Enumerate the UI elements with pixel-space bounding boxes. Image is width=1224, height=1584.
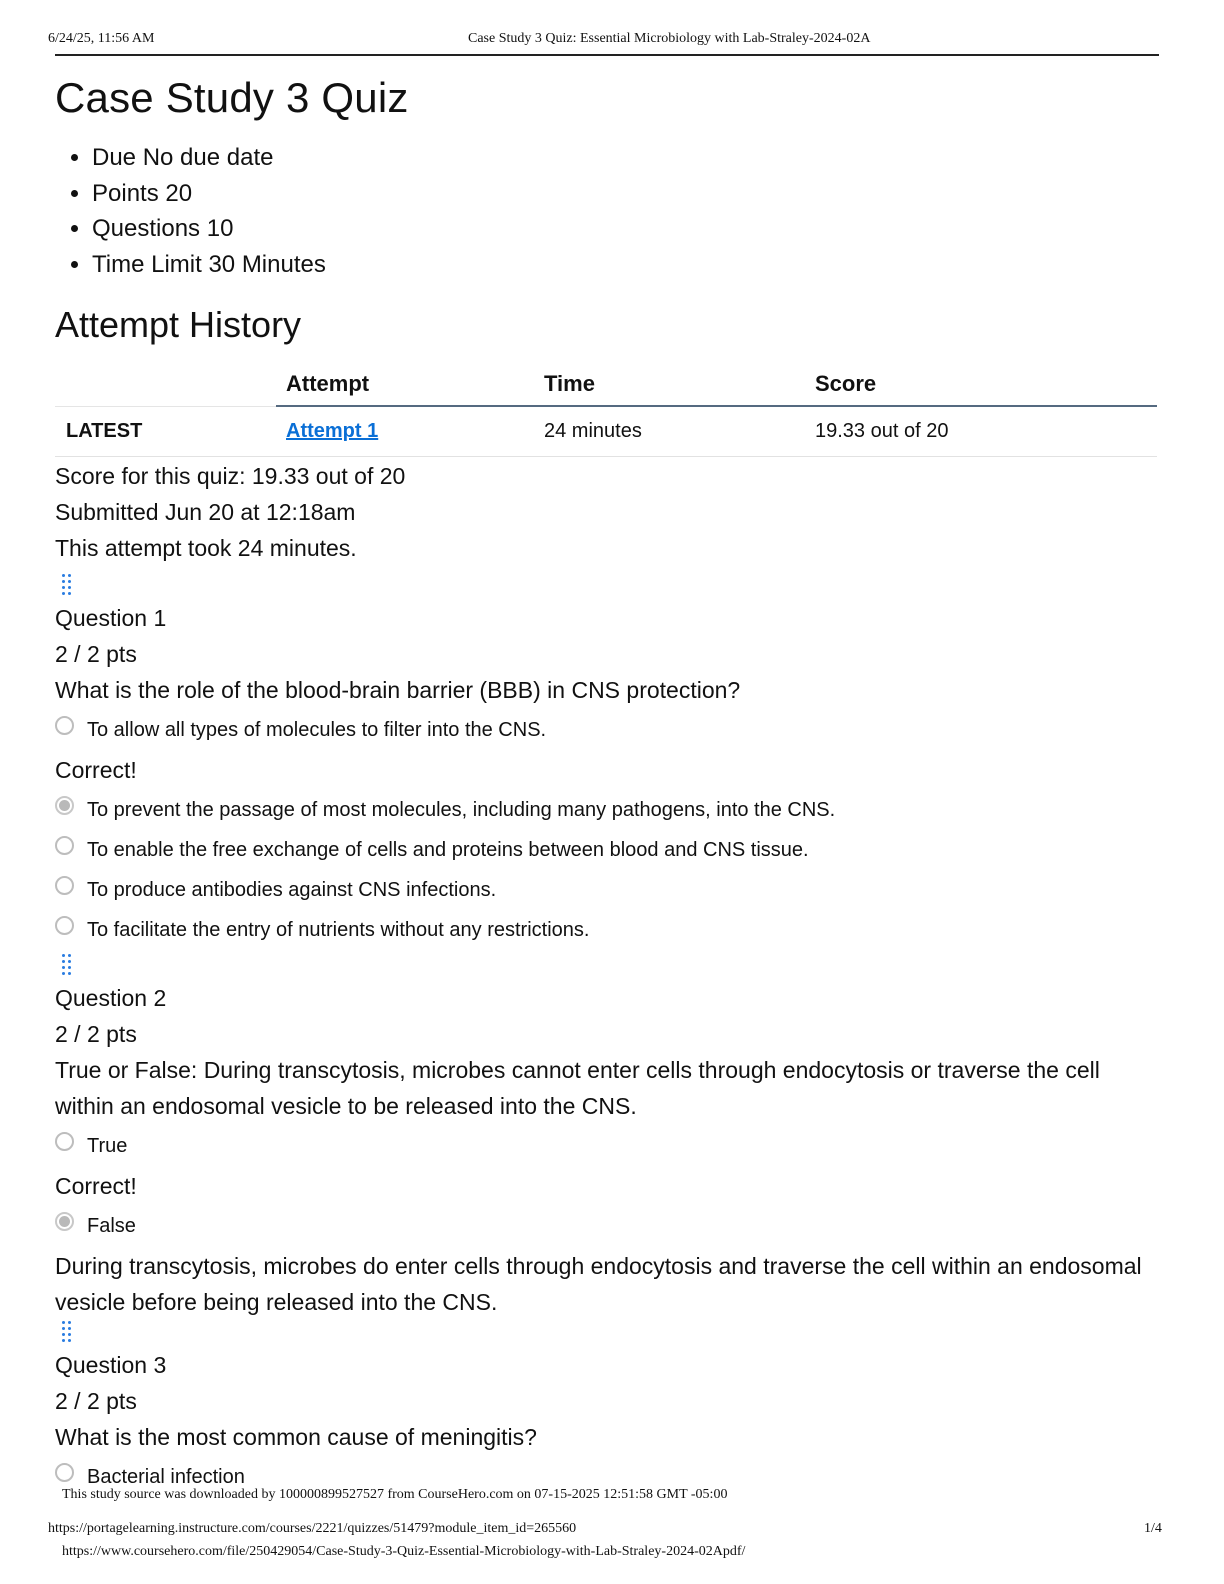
question-title: Question 3 xyxy=(55,1352,167,1378)
meta-time-limit: • Time Limit 30 Minutes xyxy=(92,247,326,283)
submitted-time: Submitted Jun 20 at 12:18am xyxy=(55,499,356,525)
header-attempt: Attempt xyxy=(276,362,534,406)
answer-option[interactable] xyxy=(55,912,1159,952)
latest-badge: LATEST xyxy=(55,406,276,456)
meta-points: • Points 20 xyxy=(92,176,326,212)
meta-due: • Due No due date xyxy=(92,140,326,176)
print-header xyxy=(48,31,1160,55)
answer-option[interactable] xyxy=(55,1128,1159,1168)
answer-option[interactable] xyxy=(55,832,1159,872)
question-title: Question 1 xyxy=(55,605,167,631)
header-empty xyxy=(55,362,276,406)
answer-option-selected[interactable] xyxy=(55,1208,1159,1248)
quiz-meta-list xyxy=(92,140,326,282)
attempt-time: 24 minutes xyxy=(534,406,805,456)
header-time: Time xyxy=(534,362,805,406)
drag-handle-icon[interactable] xyxy=(60,1319,74,1343)
coursehero-url: https://www.coursehero.com/file/250429054/Case-Study-3-Quiz-Essential-Microbiology-with-Lab-Straley-2024-02Apdf/ xyxy=(62,1544,746,1559)
attempt-1-link[interactable]: Attempt 1 xyxy=(286,419,379,442)
attempt-duration: This attempt took 24 minutes. xyxy=(55,535,357,561)
radio-unselected-icon[interactable] xyxy=(55,836,74,855)
answer-label: False xyxy=(87,1215,136,1237)
radio-selected-icon[interactable] xyxy=(55,796,74,815)
page-title: Case Study 3 Quiz xyxy=(55,74,409,121)
quiz-summary xyxy=(55,458,405,566)
question-title: Question 2 xyxy=(55,985,167,1011)
radio-unselected-icon[interactable] xyxy=(55,716,74,735)
answer-label: Bacterial infection xyxy=(87,1466,245,1488)
drag-handle-icon[interactable] xyxy=(60,952,74,976)
question-1 xyxy=(55,600,1159,952)
answer-label: To facilitate the entry of nutrients without any restrictions. xyxy=(87,919,590,941)
question-points: 2 / 2 pts xyxy=(55,1021,137,1047)
question-2 xyxy=(55,980,1159,1320)
print-footer-url: https://portagelearning.instructure.com/courses/2221/quizzes/51479?module_item_id=265560 xyxy=(48,1521,577,1536)
print-date: 6/24/25, 11:56 AM xyxy=(48,31,155,46)
radio-unselected-icon[interactable] xyxy=(55,916,74,935)
header-divider xyxy=(55,54,1159,56)
question-text: True or False: During transcytosis, microbes cannot enter cells through endocytosis or traverse the cell within an endosomal vesicle to be released into the CNS. xyxy=(55,1057,1100,1119)
question-text: What is the most common cause of meningitis? xyxy=(55,1424,537,1450)
download-source-notice: This study source was downloaded by 100000899527527 from CourseHero.com on 07-15-2025 12:51:58 GMT -05:00 xyxy=(62,1487,728,1502)
attempt-history-table xyxy=(55,362,1157,457)
radio-unselected-icon[interactable] xyxy=(55,876,74,895)
answer-explanation: During transcytosis, microbes do enter cells through endocytosis and traverse the cell within an endosomal vesicle before being released into the CNS. xyxy=(55,1253,1142,1315)
answer-label: To prevent the passage of most molecules, including many pathogens, into the CNS. xyxy=(87,799,836,821)
attempt-score: 19.33 out of 20 xyxy=(805,406,1157,456)
header-score: Score xyxy=(805,362,1157,406)
question-points: 2 / 2 pts xyxy=(55,641,137,667)
table-header-row xyxy=(55,362,1157,406)
score-summary: Score for this quiz: 19.33 out of 20 xyxy=(55,463,406,489)
correct-label: Correct! xyxy=(55,1173,137,1199)
print-page-title: Case Study 3 Quiz: Essential Microbiology with Lab-Straley-2024-02A xyxy=(468,31,871,46)
answer-option[interactable] xyxy=(55,712,1159,752)
page-number: 1/4 xyxy=(1144,1521,1162,1536)
question-3 xyxy=(55,1347,1159,1499)
correct-label: Correct! xyxy=(55,757,137,783)
radio-selected-icon[interactable] xyxy=(55,1212,74,1231)
answer-option-selected[interactable] xyxy=(55,792,1159,832)
question-text: What is the role of the blood-brain barrier (BBB) in CNS protection? xyxy=(55,677,741,703)
table-row xyxy=(55,406,1157,456)
radio-unselected-icon[interactable] xyxy=(55,1463,74,1482)
question-points: 2 / 2 pts xyxy=(55,1388,137,1414)
answer-option[interactable] xyxy=(55,872,1159,912)
answer-label: To produce antibodies against CNS infections. xyxy=(87,879,497,901)
answer-label: To enable the free exchange of cells and proteins between blood and CNS tissue. xyxy=(87,839,809,861)
attempt-history-title: Attempt History xyxy=(55,304,302,345)
answer-label: True xyxy=(87,1135,128,1157)
meta-questions: • Questions 10 xyxy=(92,211,326,247)
radio-unselected-icon[interactable] xyxy=(55,1132,74,1151)
attempt-cell xyxy=(276,406,534,456)
drag-handle-icon[interactable] xyxy=(60,572,74,596)
answer-label: To allow all types of molecules to filter into the CNS. xyxy=(87,719,547,741)
